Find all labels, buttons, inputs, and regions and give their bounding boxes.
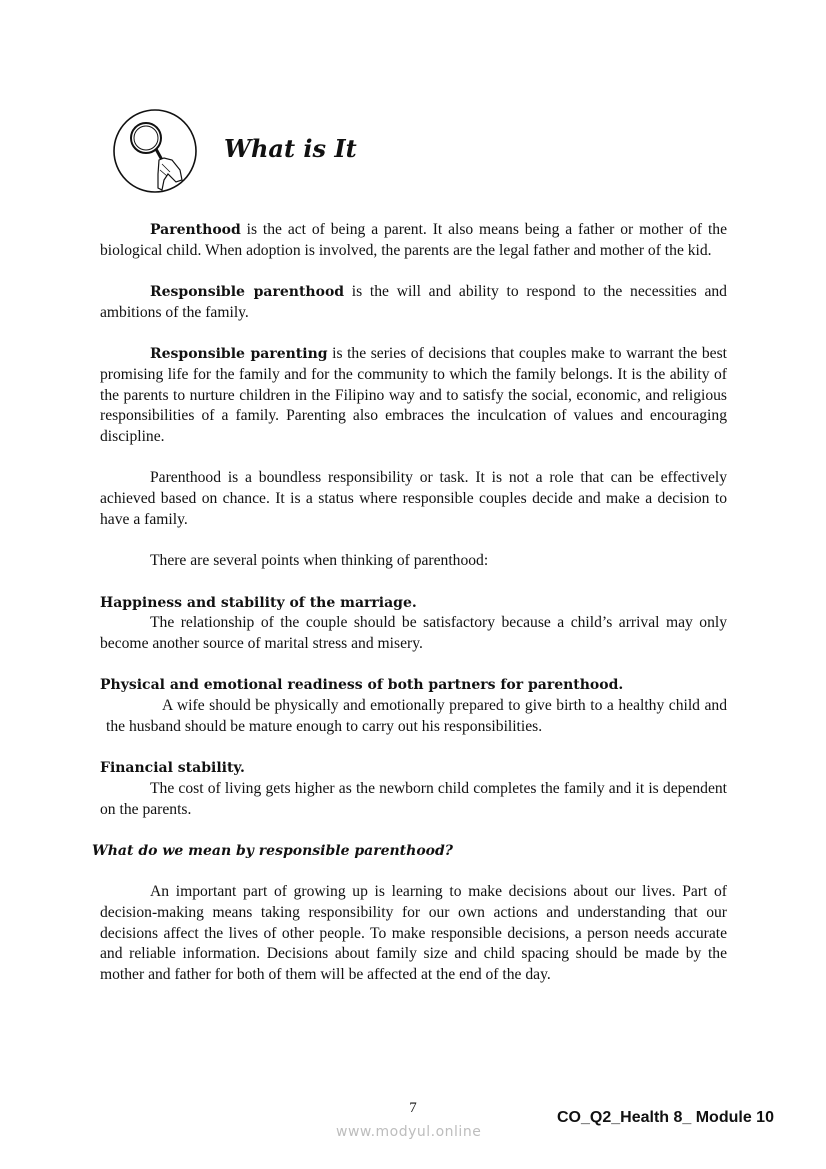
section-title: What is It xyxy=(224,134,357,163)
point-text: The cost of living gets higher as the newborn child completes the family and it is dependent on the parents. xyxy=(100,779,727,818)
paragraph-parenthood xyxy=(100,220,727,261)
point-heading: Physical and emotional readiness of both partners for parenthood. xyxy=(100,677,624,694)
question-answer: An important part of growing up is learning to make decisions about our lives. Part of decision-making means taking responsibility for our own actions and understanding that our decisions affect the lives of other people. To make responsible decisions, a person needs accurate and reliable information. Decisions about family size and child spacing should be made by the mother and father for both of them will be affected at the end of the day. xyxy=(100,883,727,984)
paragraph-points-intro: There are several points when thinking of parenthood: xyxy=(150,552,489,570)
definition-responsible-parenting: is the series of decisions that couples make to warrant the best promising life for the family and for the community to which the family belongs. It is the ability of the parents to nurture children in the Filipino way and to satisfy the social, economic, and religious responsibilities of a family. Parenting also embraces the inculcation of values and encouraging discipline. xyxy=(100,345,727,445)
term-responsible-parenthood: Responsible parenthood xyxy=(150,284,345,301)
paragraph-responsible-parenting xyxy=(100,344,727,448)
question-heading: What do we mean by responsible parenthood? xyxy=(92,842,453,859)
definition-responsible-parenthood: is the will and ability to respond to the necessities and ambitions of the family. xyxy=(100,283,727,321)
paragraph-responsible-parenthood xyxy=(100,282,727,323)
document-body xyxy=(92,220,727,986)
magnifying-glass-in-hand-icon xyxy=(112,108,198,194)
point-heading: Financial stability. xyxy=(100,760,245,777)
paragraph-boundless-responsibility: Parenthood is a boundless responsibility or task. It is not a role that can be effectively achieved based on chance. It is a status where responsible couples decide and make a decision to have a family. xyxy=(100,469,727,528)
point-heading: Happiness and stability of the marriage. xyxy=(100,594,417,611)
term-parenthood: Parenthood xyxy=(150,222,241,238)
term-responsible-parenting: Responsible parenting xyxy=(150,346,328,363)
definition-parenthood: is the act of being a parent. It also means being a father or mother of the biological child. When adoption is involved, the parents are the legal father and mother of the kid. xyxy=(100,221,727,259)
module-code: CO_Q2_Health 8_ Module 10 xyxy=(557,1109,774,1126)
page-number: 7 xyxy=(409,1100,417,1116)
watermark: www.modyul.online xyxy=(336,1124,482,1140)
point-text: The relationship of the couple should be satisfactory because a child’s arrival may only become another source of marital stress and misery. xyxy=(100,614,727,652)
point-text: A wife should be physically and emotionally prepared to give birth to a healthy child and the husband should be mature enough to carry out his responsibilities. xyxy=(106,697,727,735)
